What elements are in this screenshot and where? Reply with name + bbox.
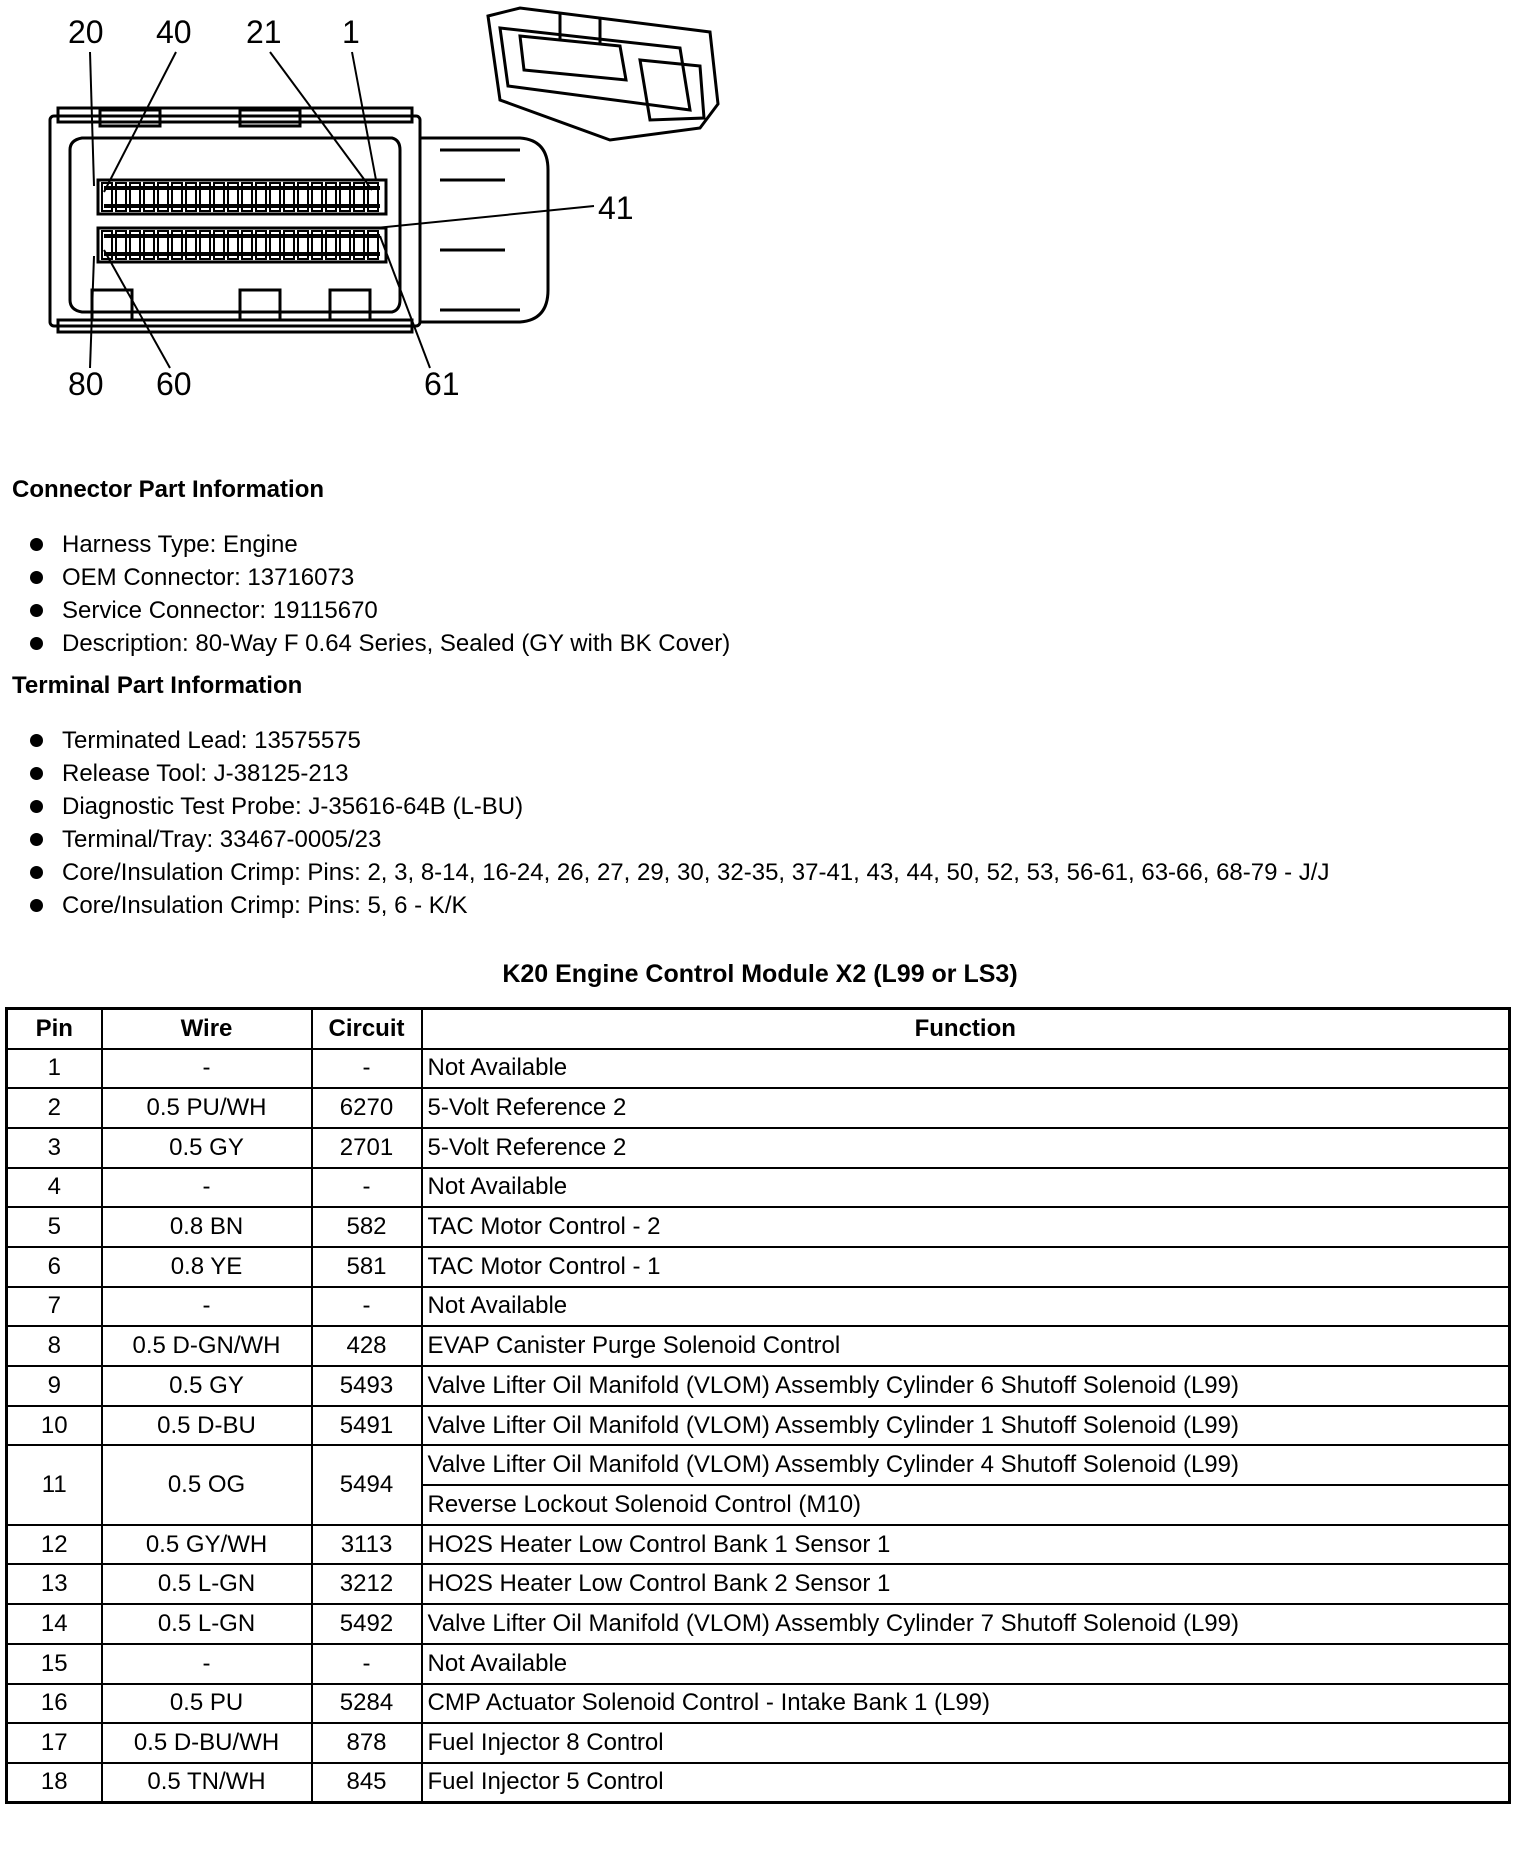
cell-pin: 8 xyxy=(7,1326,102,1366)
table-row xyxy=(7,1247,1510,1287)
table-row xyxy=(7,1207,1510,1247)
cell-circuit: 5491 xyxy=(312,1406,422,1446)
cell-wire: 0.5 PU/WH xyxy=(102,1088,312,1128)
cell-circuit: 428 xyxy=(312,1326,422,1366)
list-item: Diagnostic Test Probe: J-35616-64B (L-BU) xyxy=(30,790,1329,823)
cell-wire: - xyxy=(102,1168,312,1208)
cell-circuit: - xyxy=(312,1168,422,1208)
cell-pin: 3 xyxy=(7,1128,102,1168)
cell-pin: 6 xyxy=(7,1247,102,1287)
cell-wire: 0.5 L-GN xyxy=(102,1564,312,1604)
pin-label-41: 41 xyxy=(598,190,634,226)
pin-label-1: 1 xyxy=(342,14,360,50)
cell-pin: 9 xyxy=(7,1366,102,1406)
cell-circuit: 581 xyxy=(312,1247,422,1287)
cell-circuit: - xyxy=(312,1287,422,1327)
cell-pin: 4 xyxy=(7,1168,102,1208)
cell-function: 5-Volt Reference 2 xyxy=(422,1088,1510,1128)
cell-function: EVAP Canister Purge Solenoid Control xyxy=(422,1326,1510,1366)
terminal-info-heading: Terminal Part Information xyxy=(12,672,303,699)
cell-pin: 16 xyxy=(7,1684,102,1724)
pin-label-80: 80 xyxy=(68,366,104,402)
cell-circuit: 3113 xyxy=(312,1525,422,1565)
cell-wire: 0.5 GY xyxy=(102,1366,312,1406)
table-row xyxy=(7,1088,1510,1128)
cell-pin: 5 xyxy=(7,1207,102,1247)
cell-wire: 0.8 BN xyxy=(102,1207,312,1247)
cell-function: Not Available xyxy=(422,1168,1510,1208)
cell-circuit: 3212 xyxy=(312,1564,422,1604)
cell-pin: 2 xyxy=(7,1088,102,1128)
table-row xyxy=(7,1564,1510,1604)
pin-label-40: 40 xyxy=(156,14,192,50)
cell-pin: 12 xyxy=(7,1525,102,1565)
table-header-row xyxy=(7,1009,1510,1049)
connector-drawing xyxy=(0,0,760,420)
cell-function: Fuel Injector 5 Control xyxy=(422,1763,1510,1803)
cell-function: Valve Lifter Oil Manifold (VLOM) Assembly Cylinder 1 Shutoff Solenoid (L99) xyxy=(422,1406,1510,1446)
cell-pin: 15 xyxy=(7,1644,102,1684)
cell-wire: - xyxy=(102,1287,312,1327)
cell-wire: - xyxy=(102,1644,312,1684)
cell-circuit: 6270 xyxy=(312,1088,422,1128)
table-row xyxy=(7,1326,1510,1366)
table-row xyxy=(7,1168,1510,1208)
cell-circuit: 878 xyxy=(312,1723,422,1763)
cell-function: TAC Motor Control - 2 xyxy=(422,1207,1510,1247)
cell-circuit: 5284 xyxy=(312,1684,422,1724)
cell-wire: 0.5 PU xyxy=(102,1684,312,1724)
cell-circuit: 2701 xyxy=(312,1128,422,1168)
table-row xyxy=(7,1366,1510,1406)
cell-function: Not Available xyxy=(422,1049,1510,1089)
cell-function: Valve Lifter Oil Manifold (VLOM) Assembly Cylinder 4 Shutoff Solenoid (L99) xyxy=(422,1445,1510,1485)
table-row xyxy=(7,1287,1510,1327)
cell-wire: 0.5 D-BU/WH xyxy=(102,1723,312,1763)
table-row xyxy=(7,1644,1510,1684)
cell-function: TAC Motor Control - 1 xyxy=(422,1247,1510,1287)
header-wire: Wire xyxy=(102,1009,312,1049)
connector-info-heading: Connector Part Information xyxy=(12,476,325,503)
pinout-table xyxy=(5,1007,1511,1804)
list-item: Release Tool: J-38125-213 xyxy=(30,757,1329,790)
cell-function: Not Available xyxy=(422,1287,1510,1327)
cell-wire: 0.5 D-GN/WH xyxy=(102,1326,312,1366)
list-item: Core/Insulation Crimp: Pins: 5, 6 - K/K xyxy=(30,889,1329,922)
table-body xyxy=(7,1049,1510,1803)
table-row xyxy=(7,1763,1510,1803)
table-row xyxy=(7,1445,1510,1485)
connector-diagram xyxy=(0,0,760,420)
table-row xyxy=(7,1604,1510,1644)
pin-label-20: 20 xyxy=(68,14,104,50)
header-circuit: Circuit xyxy=(312,1009,422,1049)
cell-wire: 0.5 D-BU xyxy=(102,1406,312,1446)
cell-pin: 17 xyxy=(7,1723,102,1763)
cell-circuit: - xyxy=(312,1049,422,1089)
table-row xyxy=(7,1723,1510,1763)
cell-function: 5-Volt Reference 2 xyxy=(422,1128,1510,1168)
list-item: OEM Connector: 13716073 xyxy=(30,561,730,594)
list-item: Harness Type: Engine xyxy=(30,528,730,561)
list-item: Core/Insulation Crimp: Pins: 2, 3, 8-14, 16-24, 26, 27, 29, 30, 32-35, 37-41, 43, 44, 50, 52, 53, 56-61, 63-66, 68-79 - J/J xyxy=(30,856,1329,889)
table-row xyxy=(7,1128,1510,1168)
cell-pin: 11 xyxy=(7,1445,102,1524)
cell-circuit: - xyxy=(312,1644,422,1684)
cell-wire: 0.5 GY/WH xyxy=(102,1525,312,1565)
cell-function: Reverse Lockout Solenoid Control (M10) xyxy=(422,1485,1510,1525)
cell-pin: 13 xyxy=(7,1564,102,1604)
header-pin: Pin xyxy=(7,1009,102,1049)
cell-wire: 0.5 L-GN xyxy=(102,1604,312,1644)
cell-function: HO2S Heater Low Control Bank 2 Sensor 1 xyxy=(422,1564,1510,1604)
connector-info-list xyxy=(30,528,730,660)
pin-label-60: 60 xyxy=(156,366,192,402)
cell-wire: 0.5 OG xyxy=(102,1445,312,1524)
cell-pin: 10 xyxy=(7,1406,102,1446)
cell-circuit: 5493 xyxy=(312,1366,422,1406)
pin-label-21: 21 xyxy=(246,14,282,50)
cell-function: Valve Lifter Oil Manifold (VLOM) Assembly Cylinder 6 Shutoff Solenoid (L99) xyxy=(422,1366,1510,1406)
cell-pin: 18 xyxy=(7,1763,102,1803)
cell-pin: 1 xyxy=(7,1049,102,1089)
cell-wire: 0.8 YE xyxy=(102,1247,312,1287)
cell-circuit: 582 xyxy=(312,1207,422,1247)
table-row xyxy=(7,1525,1510,1565)
cell-function: CMP Actuator Solenoid Control - Intake Bank 1 (L99) xyxy=(422,1684,1510,1724)
pin-label-61: 61 xyxy=(424,366,460,402)
list-item: Terminal/Tray: 33467-0005/23 xyxy=(30,823,1329,856)
cell-wire: 0.5 TN/WH xyxy=(102,1763,312,1803)
list-item: Service Connector: 19115670 xyxy=(30,594,730,627)
cell-circuit: 5492 xyxy=(312,1604,422,1644)
cell-circuit: 845 xyxy=(312,1763,422,1803)
cell-function: Not Available xyxy=(422,1644,1510,1684)
table-row xyxy=(7,1406,1510,1446)
cell-circuit: 5494 xyxy=(312,1445,422,1524)
cell-function: Fuel Injector 8 Control xyxy=(422,1723,1510,1763)
cell-wire: 0.5 GY xyxy=(102,1128,312,1168)
list-item: Description: 80-Way F 0.64 Series, Sealed (GY with BK Cover) xyxy=(30,627,730,660)
cell-function: HO2S Heater Low Control Bank 1 Sensor 1 xyxy=(422,1525,1510,1565)
table-row xyxy=(7,1049,1510,1089)
table-row xyxy=(7,1684,1510,1724)
cell-wire: - xyxy=(102,1049,312,1089)
list-item: Terminated Lead: 13575575 xyxy=(30,724,1329,757)
terminal-info-list xyxy=(30,724,1329,922)
cell-pin: 14 xyxy=(7,1604,102,1644)
cell-pin: 7 xyxy=(7,1287,102,1327)
cell-function: Valve Lifter Oil Manifold (VLOM) Assembly Cylinder 7 Shutoff Solenoid (L99) xyxy=(422,1604,1510,1644)
table-title: K20 Engine Control Module X2 (L99 or LS3) xyxy=(502,960,1018,988)
header-function: Function xyxy=(422,1009,1510,1049)
